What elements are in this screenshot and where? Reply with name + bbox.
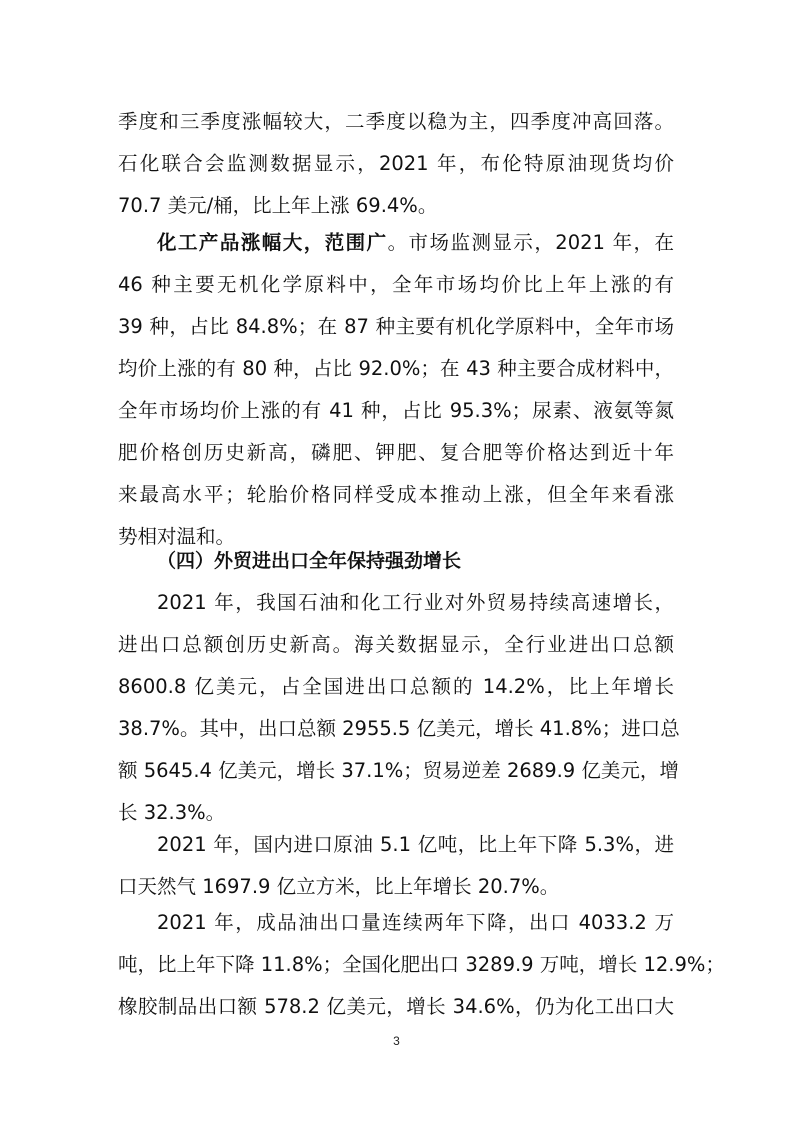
text-line: 70.7 美元/桶，比上年上涨 69.4%。 [118, 194, 438, 217]
text-line: 长 32.3%。 [118, 801, 226, 824]
text-line: 进出口总额创历史新高。海关数据显示，全行业进出口总额 [118, 633, 674, 656]
text-line: 额 5645.4 亿美元，增长 37.1%；贸易逆差 2689.9 亿美元，增 [118, 759, 679, 782]
text-line: 均价上涨的有 80 种，占比 92.0%；在 43 种主要合成材料中， [118, 357, 674, 380]
paragraph-exports [118, 902, 725, 1028]
page-number: 3 [393, 1034, 400, 1048]
text-line: 石化联合会监测数据显示，2021 年，布伦特原油现货均价 [118, 152, 674, 175]
paragraph-chemical-products [118, 222, 674, 558]
text-line: 8600.8 亿美元，占全国进出口总额的 14.2%，比上年增长 [118, 675, 674, 698]
text-line: 39 种，占比 84.8%；在 87 种主要有机化学原料中，全年市场 [118, 315, 674, 338]
section-heading-text: （四）外贸进出口全年保持强劲增长 [157, 550, 462, 572]
text-span: 。市场监测显示，2021 年，在 [387, 231, 674, 254]
paragraph-lead-phrase: 化工产品涨幅大，范围广 [157, 231, 388, 254]
text-line: 肥价格创历史新高，磷肥、钾肥、复合肥等价格达到近十年 [118, 441, 674, 464]
text-line: 46 种主要无机化学原料中，全年市场均价比上年上涨的有 [118, 273, 674, 296]
text-line [118, 222, 674, 264]
text-line: 来最高水平；轮胎价格同样受成本推动上涨，但全年来看涨 [118, 483, 674, 506]
text-line: 吨，比上年下降 11.8%；全国化肥出口 3289.9 万吨，增长 12.9%； [118, 953, 725, 976]
text-line: 势相对温和。 [118, 525, 236, 548]
text-line: 38.7%。其中，出口总额 2955.5 亿美元，增长 41.8%；进口总 [118, 717, 680, 740]
text-line: 2021 年，我国石油和化工行业对外贸易持续高速增长， [157, 591, 674, 614]
paragraph-crude-oil-price [118, 101, 674, 227]
text-line: 2021 年，成品油出口量连续两年下降，出口 4033.2 万 [157, 911, 674, 934]
text-line: 口天然气 1697.9 亿立方米，比上年增长 20.7%。 [118, 875, 560, 898]
section-heading [118, 540, 674, 582]
text-line: 2021 年，国内进口原油 5.1 亿吨，比上年下降 5.3%，进 [157, 833, 674, 856]
text-line: 全年市场均价上涨的有 41 种，占比 95.3%；尿素、液氨等氮 [118, 399, 674, 422]
paragraph-oil-gas-imports [118, 824, 674, 908]
text-line: 季度和三季度涨幅较大，二季度以稳为主，四季度冲高回落。 [118, 110, 674, 133]
text-line: 橡胶制品出口额 578.2 亿美元，增长 34.6%，仍为化工出口大 [118, 995, 674, 1018]
paragraph-foreign-trade [118, 582, 680, 834]
